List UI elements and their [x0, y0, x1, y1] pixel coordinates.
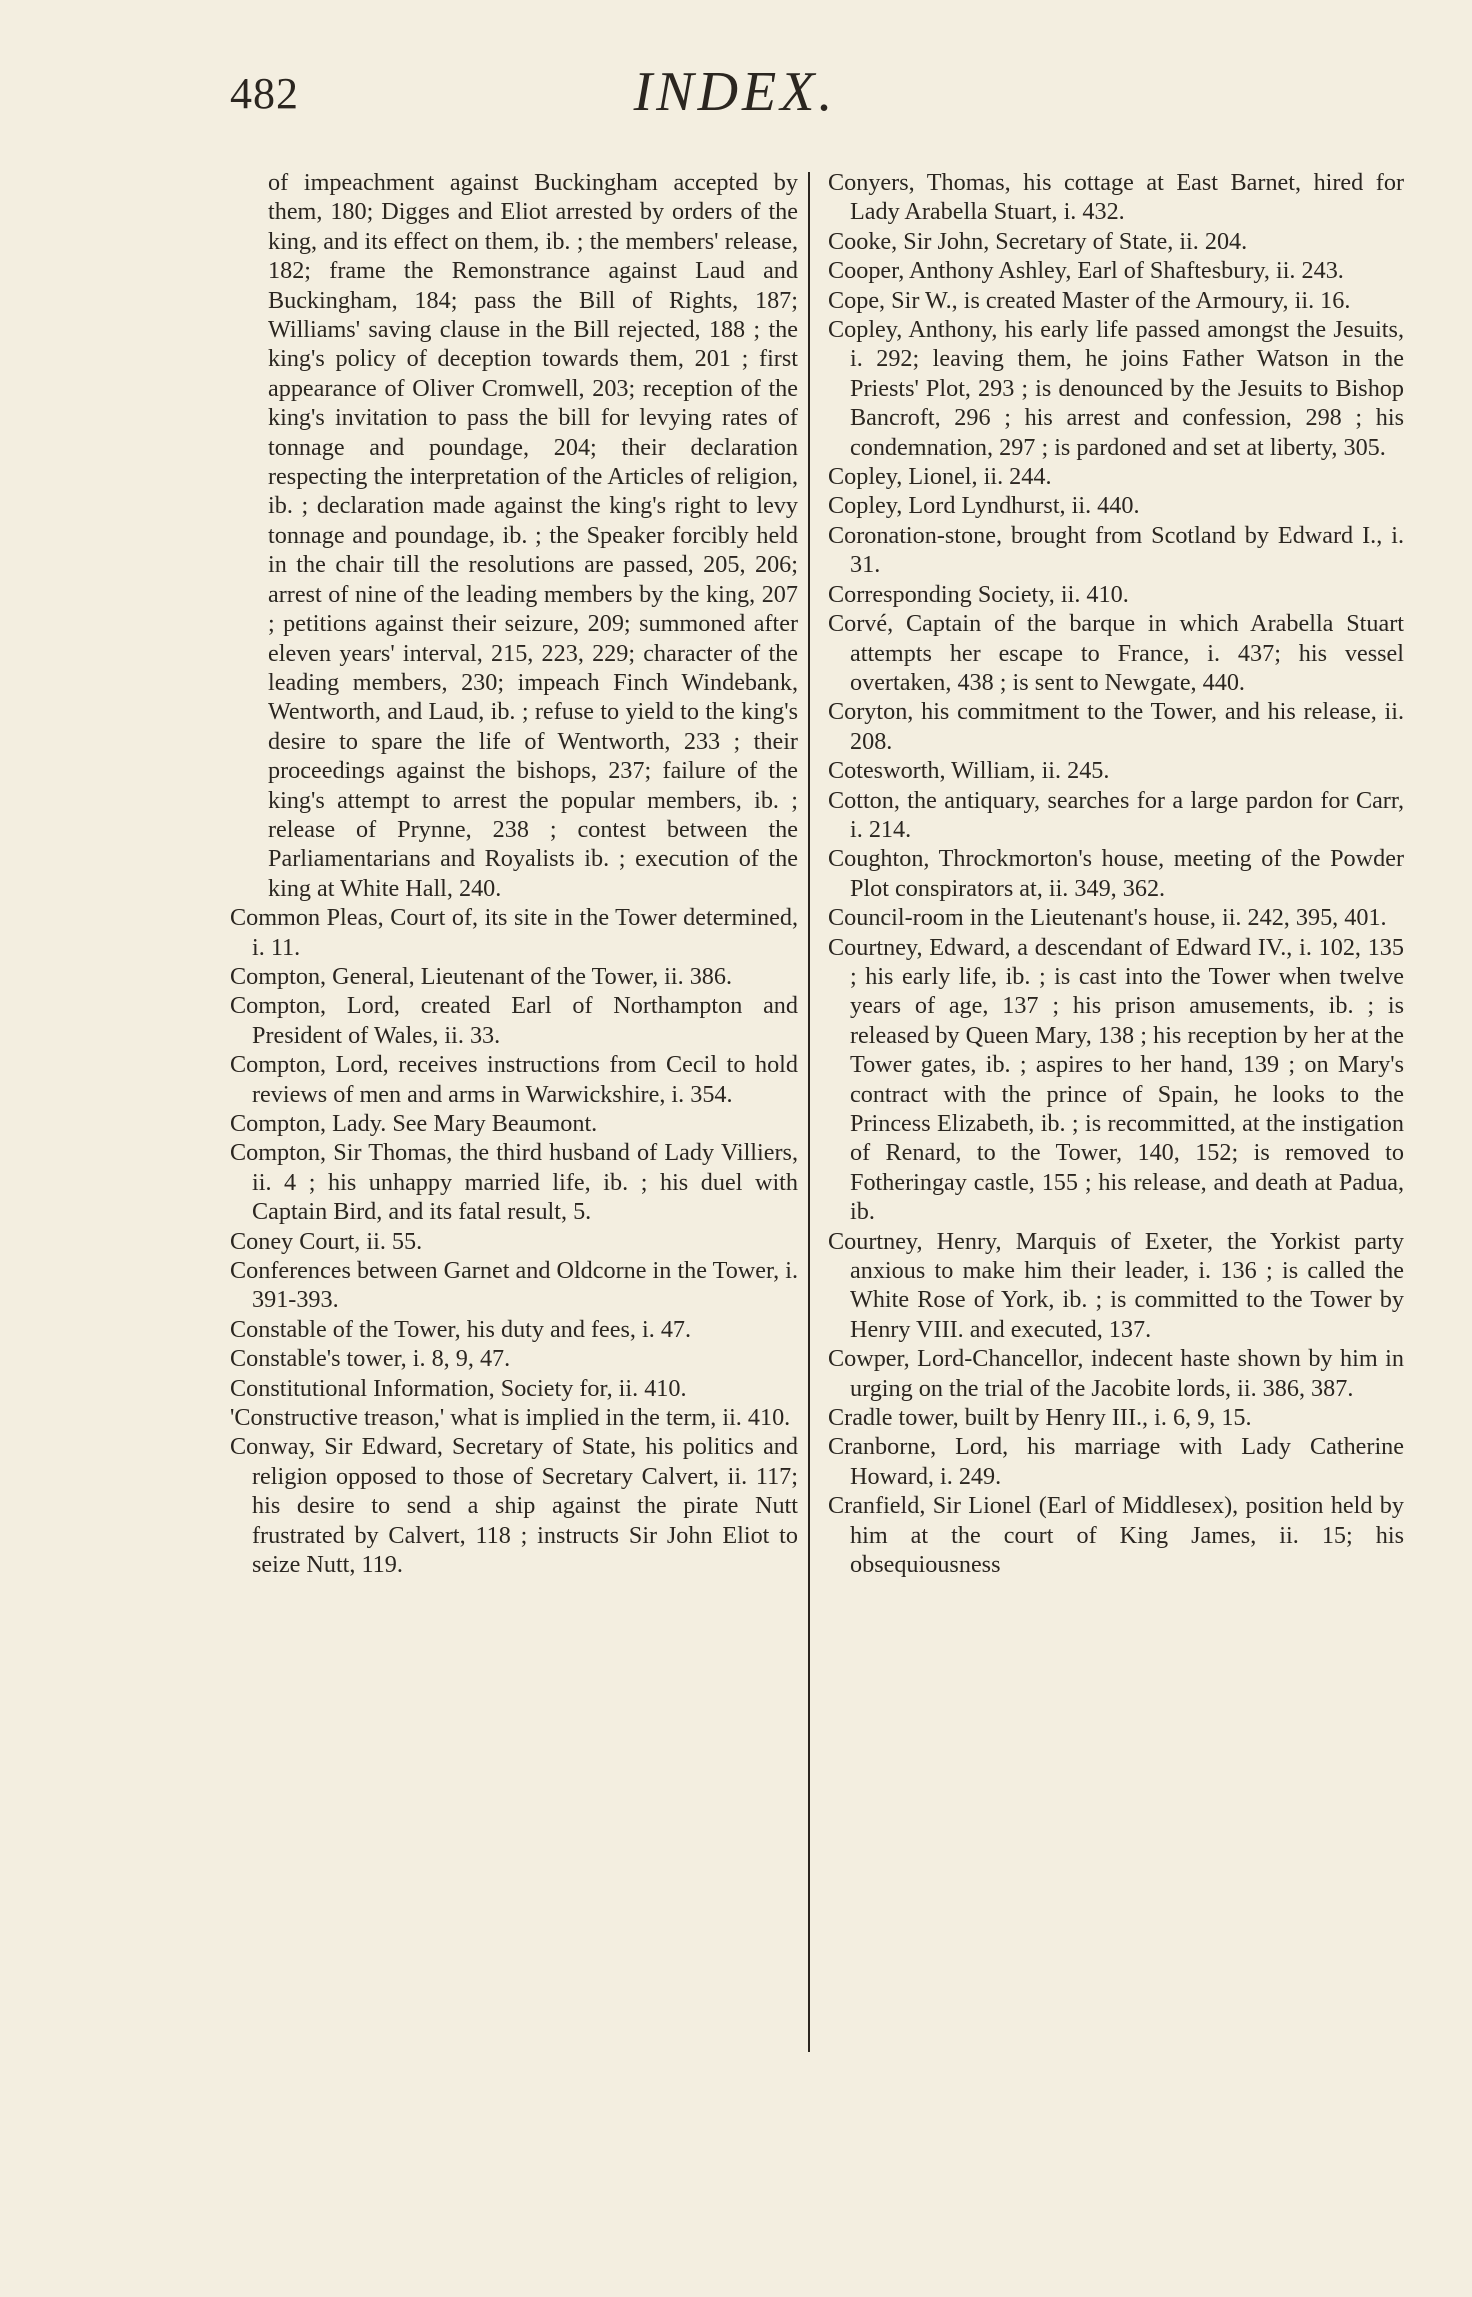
- index-entry: Copley, Lord Lyndhurst, ii. 440.: [828, 492, 1140, 520]
- page-number: 482: [230, 69, 299, 118]
- index-entry: Cranborne, Lord, his marriage with Lady Catherine Howard, i. 249.: [828, 1433, 1404, 1490]
- index-entry: Conyers, Thomas, his cottage at East Barnet, hired for Lady Arabella Stuart, i. 432.: [828, 169, 1404, 226]
- index-entry: Copley, Lionel, ii. 244.: [828, 463, 1052, 491]
- index-entry: Compton, Sir Thomas, the third husband of Lady Villiers, ii. 4 ; his unhappy married life, ib. ; his duel with Captain Bird, and its fatal result, 5.: [230, 1139, 798, 1226]
- index-entry: Conway, Sir Edward, Secretary of State, his politics and religion opposed to those of Secretary Calvert, ii. 117; his desire to send a ship against the pirate Nutt frustrated by Calvert, 118 ; instructs Sir John Eliot to seize Nutt, 119.: [230, 1433, 798, 1579]
- index-entry: Constable's tower, i. 8, 9, 47.: [230, 1345, 511, 1373]
- index-entry: Compton, General, Lieutenant of the Tower, ii. 386.: [230, 962, 733, 990]
- index-entry: Coronation-stone, brought from Scotland by Edward I., i. 31.: [828, 521, 1404, 579]
- index-entry: Compton, Lord, created Earl of Northampton and President of Wales, ii. 33.: [230, 992, 798, 1049]
- index-entry: Courtney, Henry, Marquis of Exeter, the Yorkist party anxious to make him their leader, i. 136 ; is called the White Rose of York, ib. ; is committed to the Tower by Henry VIII. and executed, 137.: [828, 1227, 1404, 1343]
- index-entry: Cradle tower, built by Henry III., i. 6, 9, 15.: [828, 1404, 1252, 1432]
- index-entry: 'Constructive treason,' what is implied in the term, ii. 410.: [230, 1404, 791, 1432]
- index-entry: Conferences between Garnet and Oldcorne in the Tower, i. 391-393.: [230, 1257, 798, 1314]
- index-entry: Cotesworth, William, ii. 245.: [828, 757, 1110, 785]
- index-entry: Cooper, Anthony Ashley, Earl of Shaftesbury, ii. 243.: [828, 257, 1344, 285]
- index-entry: Cotton, the antiquary, searches for a large pardon for Carr, i. 214.: [828, 786, 1404, 843]
- index-entry: of impeachment against Buckingham accepted by them, 180; Digges and Eliot arrested by orders of the king, and its effect on them, ib. ; the members' release, 182; frame the Remonstrance against Laud and Buckingham, 184; pass the Bill of Rights, 187; Williams' saving clause in the Bill rejected, 188 ; the king's policy of deception towards them, 201 ; first appearance of Oliver Cromwell, 203; reception of the king's invitation to pass the bill for levying rates of tonnage and poundage, 204; their declaration respecting the interpretation of the Articles of religion, ib. ; declaration made against the king's right to levy tonnage and poundage, ib. ; the Speaker forcibly held in the chair till the resolutions are passed, 205, 206; arrest of nine of the leading members by the king, 207 ; petitions against their seizure, 209; summoned after eleven years' interval, 215, 223, 229; character of the leading members, 230; impeach Finch Windebank, Wentworth, and Laud, ib. ; refuse to yield to the king's desire to spare the life of Wentworth, 233 ; their proceedings against the bishops, 237; failure of the king's attempt to arrest the popular members, ib. ; release of Prynne, 238 ; contest between the Parliamentarians and Royalists ib. ; execution of the king at White Hall, 240.: [268, 169, 798, 902]
- index-entry: Compton, Lady. See Mary Beaumont.: [230, 1110, 598, 1137]
- running-head: INDEX.: [633, 61, 837, 123]
- index-entry: Courtney, Edward, a descendant of Edward IV., i. 102, 135 ; his early life, ib. ; is cast into the Tower when twelve years of age, 137 ; his prison amusements, ib. ; is released by Queen Mary, 138 ; his reception by her at the Tower gates, ib. ; aspires to her hand, 139 ; on Mary's contract with the prince of Spain, he looks to the Princess Elizabeth, ib. ; is recommitted, at the instigation of Renard, to the Tower, 140, 152; is removed to Fotheringay castle, 155 ; his release, and death at Padua, ib.: [828, 933, 1404, 1226]
- index-entry: Cooke, Sir John, Secretary of State, ii. 204.: [828, 227, 1248, 255]
- index-entry: Cranfield, Sir Lionel (Earl of Middlesex), position held by him at the court of King James, ii. 15; his obsequiousness: [828, 1492, 1404, 1579]
- column-divider: [808, 172, 810, 2052]
- index-entry: Council-room in the Lieutenant's house, ii. 242, 395, 401.: [828, 904, 1387, 932]
- index-entry: Constable of the Tower, his duty and fees, i. 47.: [230, 1315, 692, 1343]
- index-entry: Coughton, Throckmorton's house, meeting of the Powder Plot conspirators at, ii. 349, 362.: [828, 845, 1404, 902]
- left-column: [230, 168, 798, 1580]
- index-entry: Coney Court, ii. 55.: [230, 1227, 423, 1255]
- index-entry: Constitutional Information, Society for, ii. 410.: [230, 1374, 687, 1402]
- index-entry: Copley, Anthony, his early life passed amongst the Jesuits, i. 292; leaving them, he joins Father Watson in the Priests' Plot, 293 ; is denounced by the Jesuits to Bishop Bancroft, 296 ; his arrest and confession, 298 ; his condemnation, 297 ; is pardoned and set at liberty, 305.: [828, 316, 1404, 461]
- index-entry: Compton, Lord, receives instructions from Cecil to hold reviews of men and arms in Warwickshire, i. 354.: [230, 1051, 798, 1108]
- index-entry: Coryton, his commitment to the Tower, and his release, ii. 208.: [828, 698, 1404, 755]
- index-entry: Cowper, Lord-Chancellor, indecent haste shown by him in urging on the trial of the Jacobite lords, ii. 386, 387.: [828, 1345, 1404, 1402]
- page-header: [230, 60, 1240, 130]
- index-entry: Cope, Sir W., is created Master of the Armoury, ii. 16.: [828, 286, 1351, 314]
- index-entry: Common Pleas, Court of, its site in the Tower determined, i. 11.: [230, 904, 798, 961]
- index-entry: Corvé, Captain of the barque in which Arabella Stuart attempts her escape to France, i. 437; his vessel overtaken, 438 ; is sent to Newgate, 440.: [828, 610, 1404, 696]
- right-column: [828, 168, 1404, 1580]
- index-columns: [230, 168, 1404, 2048]
- index-entry: Corresponding Society, ii. 410.: [828, 580, 1129, 608]
